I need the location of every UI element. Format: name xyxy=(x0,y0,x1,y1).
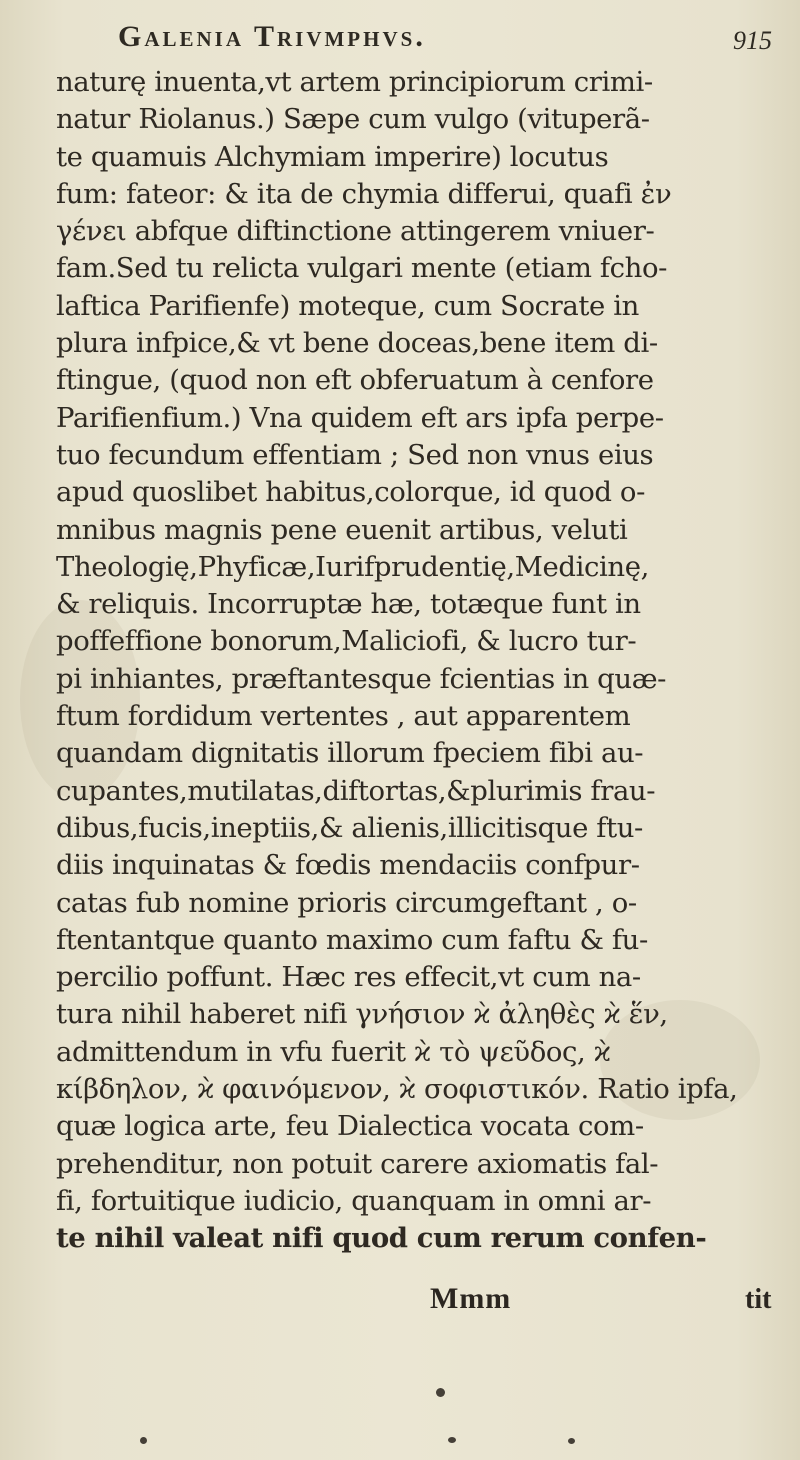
text-line: tuo fecundum effentiam ; Sed non vnus eius xyxy=(56,438,654,471)
text-line: natur Riolanus.) Sæpe cum vulgo (vituperã- xyxy=(56,103,650,136)
text-line: laftica Parifienfe) moteque, cum Socrate in xyxy=(56,289,639,322)
page-header xyxy=(0,14,800,62)
text-line: γένει abfque diftinctione attingerem vniuer- xyxy=(56,215,655,248)
ink-bleed-mark xyxy=(436,1388,445,1397)
ink-bleed-mark xyxy=(140,1437,147,1444)
text-line: quandam dignitatis illorum fpeciem fibi au- xyxy=(56,737,644,770)
text-line: fi, fortuitique iudicio, quanquam in omni ar- xyxy=(56,1184,652,1217)
text-line: te quamuis Alchymiam imperire) locutus xyxy=(56,140,609,173)
body-text xyxy=(56,64,790,1258)
text-line: ftentantque quanto maximo cum faftu & fu- xyxy=(56,923,648,956)
running-title: Galenia Trivmphvs. xyxy=(118,20,426,53)
text-line: quæ logica arte, feu Dialectica vocata com- xyxy=(56,1110,644,1143)
text-line: cupantes,mutilatas,diftortas,&plurimis frau- xyxy=(56,774,656,807)
text-line: ftum fordidum vertentes , aut apparentem xyxy=(56,700,631,733)
text-line: pi inhiantes, præftantesque fcientias in quæ- xyxy=(56,662,667,695)
page-footer xyxy=(0,1282,800,1322)
ink-bleed-mark xyxy=(568,1438,575,1444)
text-line: admittendum in vfu fuerit ϰ̀ τὸ ψεῦδος, ϰ̀ xyxy=(56,1035,611,1068)
text-line: prehenditur, non potuit carere axiomatis fal- xyxy=(56,1147,659,1180)
text-line: fam.Sed tu relicta vulgari mente (etiam fcho- xyxy=(56,252,668,285)
text-line: tura nihil haberet nifi γνήσιον ϰ̀ ἀληθὲς ϰ̀ ἕν, xyxy=(56,998,668,1031)
text-line: diis inquinatas & fœdis mendaciis confpur- xyxy=(56,849,640,882)
page-number: 915 xyxy=(733,26,772,55)
text-line: te nihil valeat nifi quod cum rerum confen- xyxy=(56,1222,707,1255)
text-line: Theologię,Phyficæ,Iurifprudentię,Medicinę, xyxy=(56,550,649,583)
text-line: fum: fateor: & ita de chymia differui, quafi ἐν xyxy=(56,177,672,210)
text-line: mnibus magnis pene euenit artibus, veluti xyxy=(56,513,628,546)
text-line: naturę inuenta,vt artem principiorum crimi- xyxy=(56,66,653,98)
text-line: poffeffione bonorum,Maliciofi, & lucro tur- xyxy=(56,625,637,658)
text-line: & reliquis. Incorruptæ hæ, totæque funt in xyxy=(56,588,641,621)
text-line: κίβδηλον, ϰ̀ φαινόμενον, ϰ̀ σοφιστικόν. Ratio ipfa, xyxy=(56,1073,738,1106)
text-line: catas fub nomine prioris circumgeftant , o- xyxy=(56,886,637,919)
catchword: tit xyxy=(745,1284,772,1315)
text-line: percilio poffunt. Hæc res effecit,vt cum na- xyxy=(56,961,641,994)
text-line: Parifienfium.) Vna quidem eft ars ipfa perpe- xyxy=(56,401,664,434)
text-line: ftingue, (quod non eft obferuatum à cenfore xyxy=(56,364,654,397)
ink-bleed-mark xyxy=(448,1437,456,1443)
text-line: apud quoslibet habitus,colorque, id quod o- xyxy=(56,476,645,509)
signature-mark: Mmm xyxy=(430,1282,512,1315)
text-line: dibus,fucis,ineptiis,& alienis,illicitisque ftu- xyxy=(56,811,643,844)
text-line: plura infpice,& vt bene doceas,bene item di- xyxy=(56,327,658,360)
